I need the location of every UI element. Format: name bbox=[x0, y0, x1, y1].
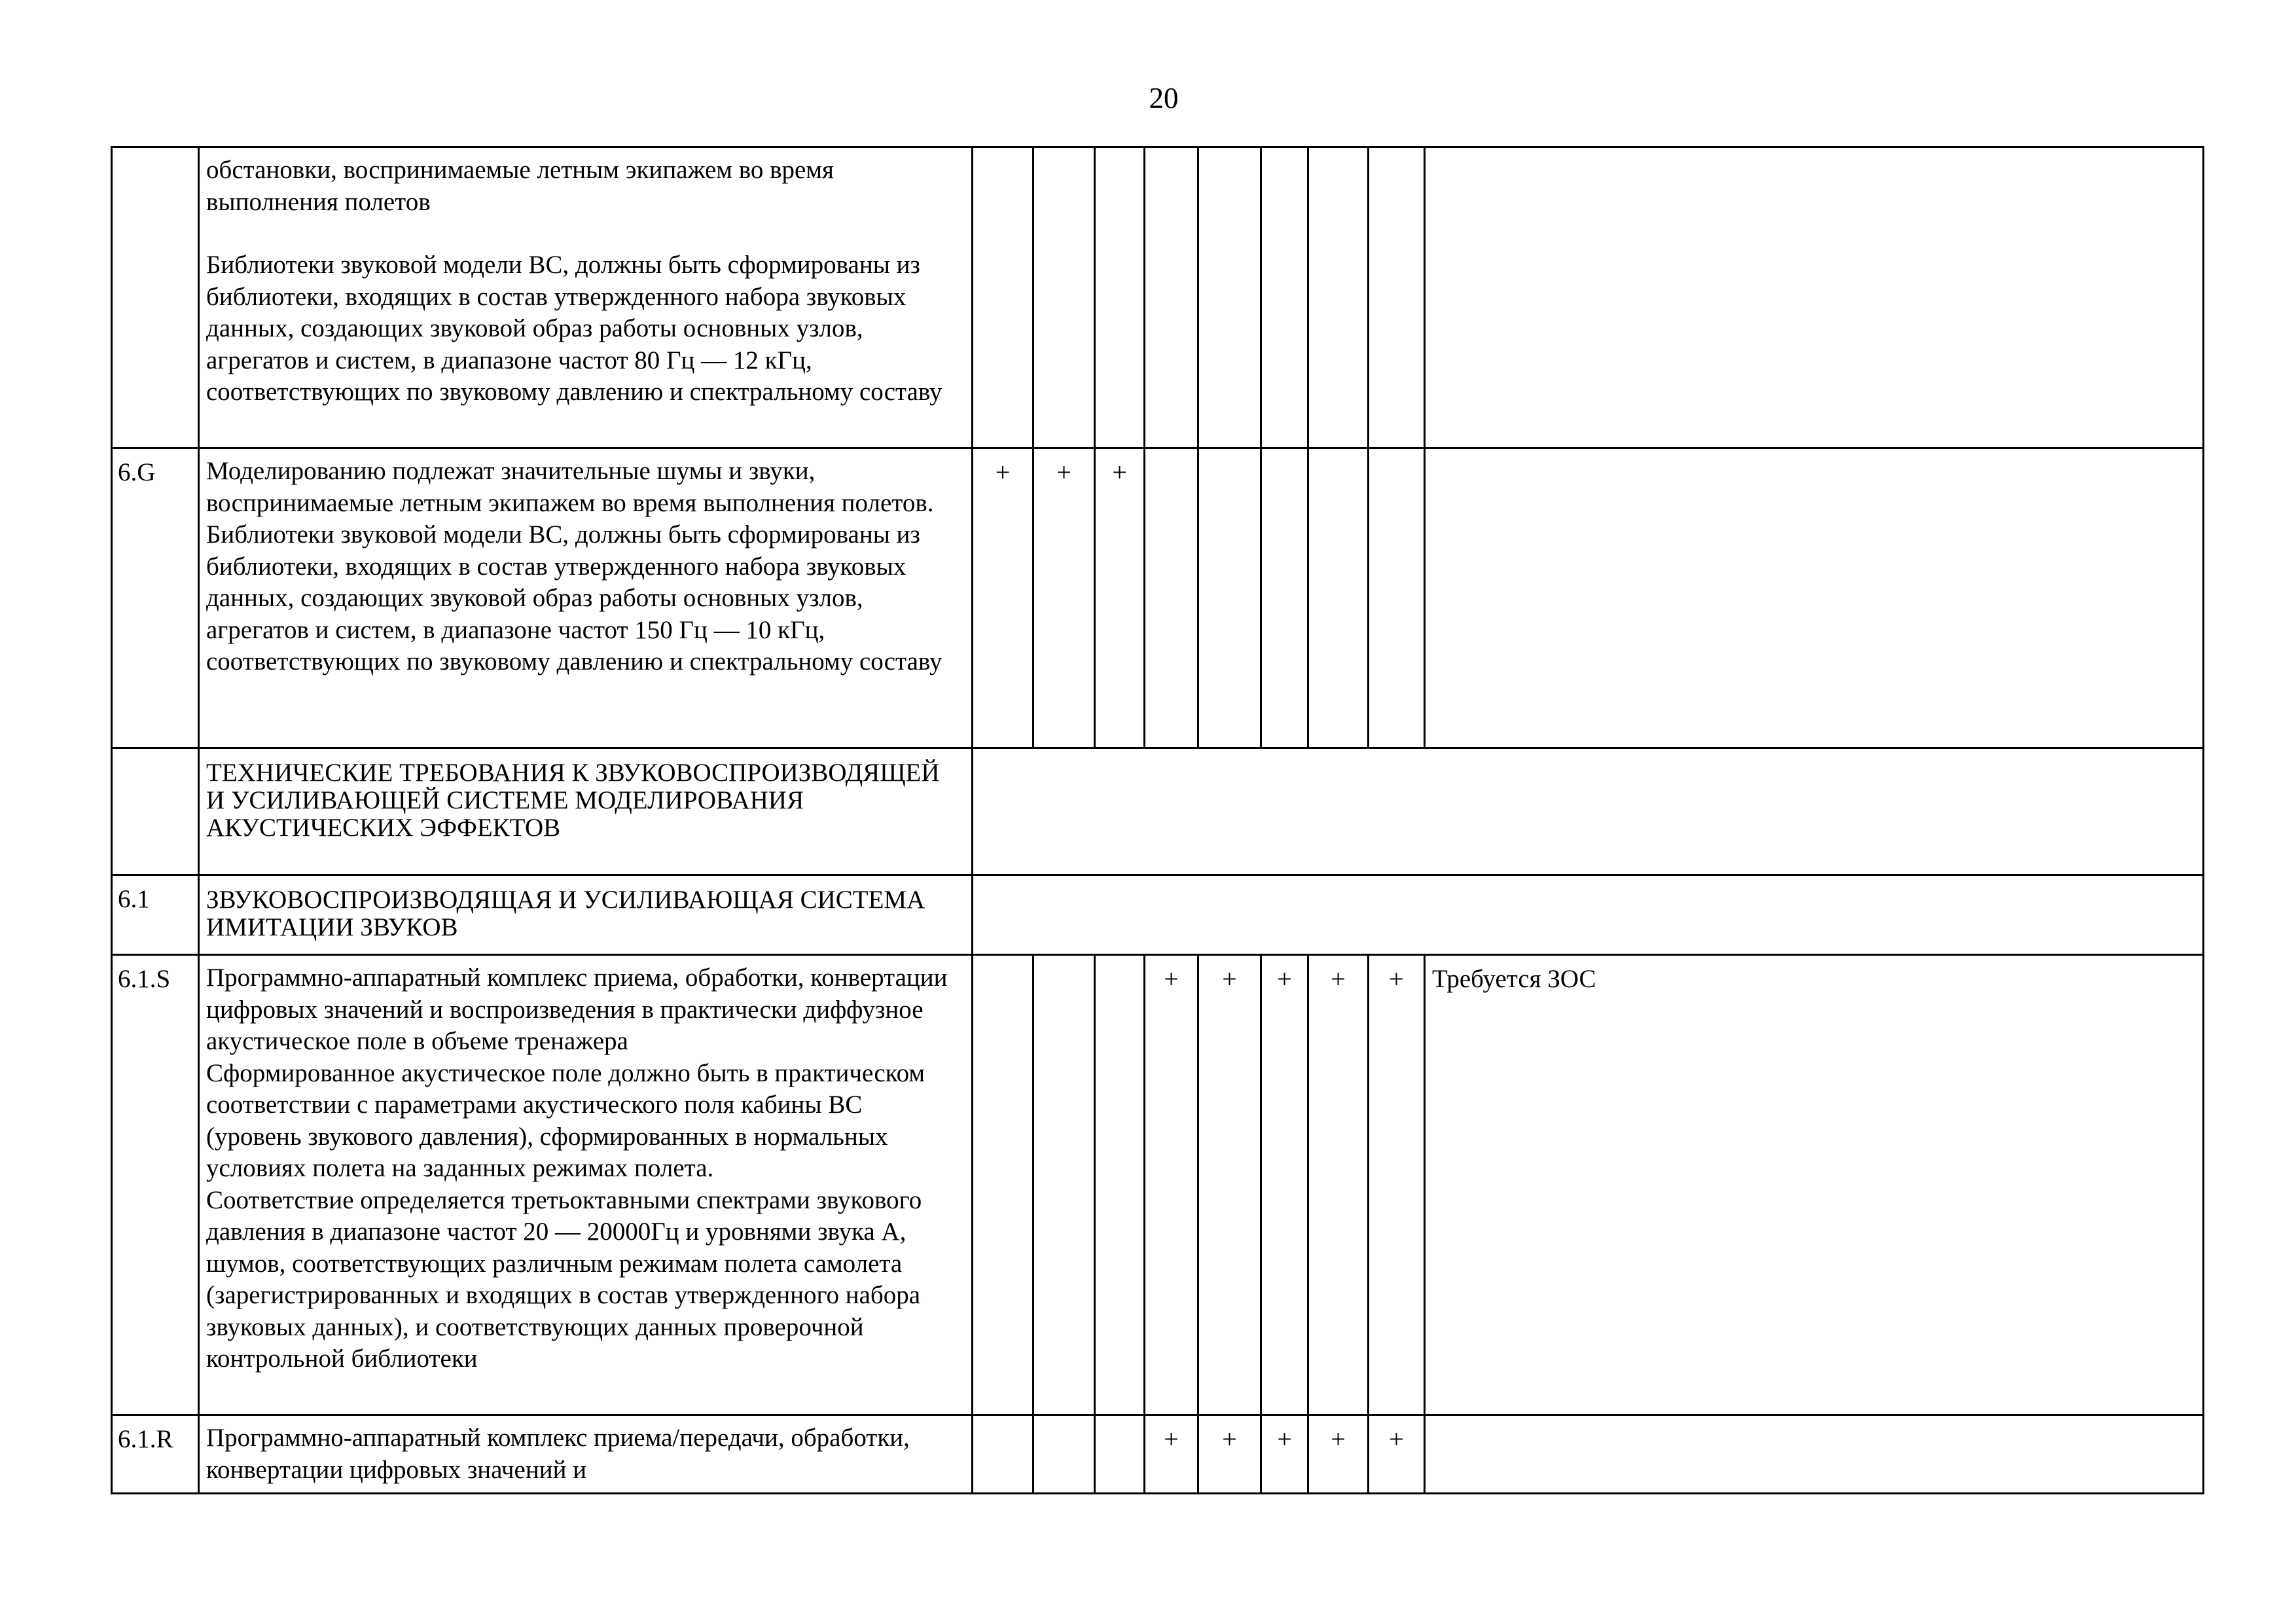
mark-cell bbox=[1095, 147, 1145, 448]
mark-cell bbox=[973, 147, 1033, 448]
row-description bbox=[199, 147, 973, 448]
table-row bbox=[112, 748, 2204, 875]
row-note: Требуется ЗОС bbox=[1425, 955, 2204, 1415]
mark-cell bbox=[1198, 448, 1261, 748]
mark-cell bbox=[1145, 147, 1198, 448]
mark-cell bbox=[1308, 448, 1369, 748]
mark-cell bbox=[1033, 147, 1095, 448]
mark-cell bbox=[973, 955, 1033, 1415]
description-paragraph: Программно-аппаратный комплекс приема, обработки, конвертации цифровых значений и воспроизведения в практически диффузное акустическое поле в объеме тренажера bbox=[206, 964, 948, 1055]
row-description bbox=[199, 955, 973, 1415]
section-heading: ЗВУКОВОСПРОИЗВОДЯЩАЯ И УСИЛИВАЮЩАЯ СИСТЕМА ИМИТАЦИИ ЗВУКОВ bbox=[199, 875, 973, 955]
row-description bbox=[199, 448, 973, 748]
mark-cell: + bbox=[973, 448, 1033, 748]
row-code bbox=[112, 147, 199, 448]
mark-cell bbox=[1261, 147, 1308, 448]
mark-cell bbox=[1033, 955, 1095, 1415]
mark-cell bbox=[1308, 147, 1369, 448]
mark-cell bbox=[1033, 1415, 1095, 1494]
mark-cell: + bbox=[1261, 1415, 1308, 1494]
description-paragraph: Соответствие определяется третьоктавными спектрами звукового давления в диапазоне частот 20 — 20000Гц и уровнями звука А, шумов, соответствующих различным режимам полета самолета (зарегистрированных и входящих в состав утвержденного набора звуковых данных), и соответствующих данных проверочной контрольной библиотеки bbox=[206, 1185, 922, 1373]
mark-cell bbox=[1369, 448, 1425, 748]
mark-cell bbox=[1145, 448, 1198, 748]
mark-cell bbox=[1369, 147, 1425, 448]
mark-cell: + bbox=[1261, 955, 1308, 1415]
row-code: 6.1.R bbox=[112, 1415, 199, 1494]
mark-cell: + bbox=[1198, 955, 1261, 1415]
mark-cell bbox=[973, 1415, 1033, 1494]
table-row bbox=[112, 448, 2204, 748]
row-description bbox=[199, 1415, 973, 1494]
table-row bbox=[112, 875, 2204, 955]
mark-cell bbox=[1095, 955, 1145, 1415]
mark-cell: + bbox=[1369, 1415, 1425, 1494]
row-note bbox=[1425, 147, 2204, 448]
description-paragraph: обстановки, воспринимаемые летным экипажем во время выполнения полетов bbox=[206, 156, 834, 216]
mark-cell: + bbox=[1308, 955, 1369, 1415]
mark-cell: + bbox=[1145, 1415, 1198, 1494]
mark-cell bbox=[1261, 448, 1308, 748]
row-note bbox=[1425, 448, 2204, 748]
requirements-table bbox=[111, 146, 2204, 1494]
mark-cell: + bbox=[1198, 1415, 1261, 1494]
mark-cell: + bbox=[1095, 448, 1145, 748]
mark-cell: + bbox=[1033, 448, 1095, 748]
table-row bbox=[112, 1415, 2204, 1494]
mark-cell: + bbox=[1308, 1415, 1369, 1494]
row-code: 6.G bbox=[112, 448, 199, 748]
empty-span-cell bbox=[973, 748, 2204, 875]
row-code: 6.1.S bbox=[112, 955, 199, 1415]
table-row bbox=[112, 147, 2204, 448]
page-number: 20 bbox=[1149, 82, 1179, 115]
description-paragraph: Библиотеки звуковой модели ВС, должны быть сформированы из библиотеки, входящих в состав утвержденного набора звуковых данных, создающих звуковой образ работы основных узлов, агрегатов и систем, в диапазоне частот 80 Гц — 12 кГц, соответствующих по звуковому давлению и спектральному составу bbox=[206, 251, 942, 406]
section-heading: ТЕХНИЧЕСКИЕ ТРЕБОВАНИЯ К ЗВУКОВОСПРОИЗВОДЯЩЕЙ И УСИЛИВАЮЩЕЙ СИСТЕМЕ МОДЕЛИРОВАНИЯ АКУСТИЧЕСКИХ ЭФФЕКТОВ bbox=[199, 748, 973, 875]
mark-cell bbox=[1198, 147, 1261, 448]
mark-cell: + bbox=[1145, 955, 1198, 1415]
description-paragraph: Сформированное акустическое поле должно быть в практическом соответствии с параметрами акустического поля кабины ВС (уровень звукового давления), сформированных в нормальных условиях полета на заданных режимах полета. bbox=[206, 1058, 925, 1182]
empty-span-cell bbox=[973, 875, 2204, 955]
row-code: 6.1 bbox=[112, 875, 199, 955]
mark-cell bbox=[1095, 1415, 1145, 1494]
description-paragraph: Программно-аппаратный комплекс приема/передачи, обработки, конвертации цифровых значений и bbox=[206, 1424, 910, 1484]
table-row bbox=[112, 955, 2204, 1415]
description-paragraph: Моделированию подлежат значительные шумы и звуки, воспринимаемые летным экипажем во время выполнения полетов. bbox=[206, 457, 934, 517]
mark-cell: + bbox=[1369, 955, 1425, 1415]
row-code bbox=[112, 748, 199, 875]
description-paragraph: Библиотеки звуковой модели ВС, должны быть сформированы из библиотеки, входящих в состав утвержденного набора звуковых данных, создающих звуковой образ работы основных узлов, агрегатов и систем, в диапазоне частот 150 Гц — 10 кГц, соответствующих по звуковому давлению и спектральному составу bbox=[206, 520, 942, 676]
row-note bbox=[1425, 1415, 2204, 1494]
